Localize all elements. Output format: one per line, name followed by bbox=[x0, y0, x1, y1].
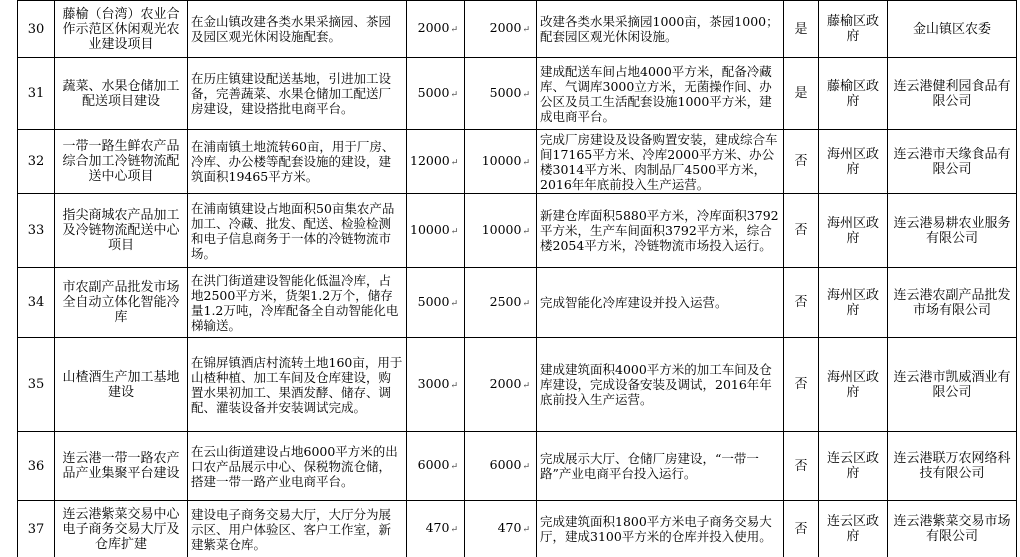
owner-cell bbox=[888, 58, 1017, 130]
row-number-text: 30 bbox=[27, 21, 45, 37]
annual-investment-cell-text: 10000 bbox=[481, 152, 522, 168]
construction-content-cell-text: 建设电子商务交易大厅，大厅分为展示区、用户体验区、客户工作室，新建紫菜仓库。 bbox=[191, 506, 392, 552]
project-name-cell bbox=[55, 432, 188, 501]
area-cell-text: 海州区政府 bbox=[826, 287, 879, 318]
total-investment-cell-text: 6000 bbox=[417, 457, 450, 472]
construction-content-cell bbox=[188, 268, 407, 338]
total-investment-cell bbox=[407, 194, 465, 268]
area-cell bbox=[819, 268, 888, 338]
area-cell bbox=[819, 194, 888, 268]
area-cell bbox=[819, 58, 888, 130]
row-number bbox=[18, 432, 55, 501]
table-row bbox=[18, 501, 1017, 557]
row-number bbox=[18, 1, 55, 58]
annual-goal-cell bbox=[537, 432, 784, 501]
total-investment-cell bbox=[407, 1, 465, 58]
table-row bbox=[18, 58, 1017, 130]
owner-cell-text: 连云港紫菜交易市场有限公司 bbox=[893, 514, 1011, 544]
annual-investment-cell-text: 2500 bbox=[489, 293, 522, 309]
project-name-cell-text: 市农副产品批发市场全自动立体化智能冷库 bbox=[62, 280, 180, 325]
owner-cell bbox=[888, 1, 1017, 58]
table-row bbox=[18, 194, 1017, 268]
construction-content-cell bbox=[188, 432, 407, 501]
flag-cell-text: 否 bbox=[794, 223, 808, 238]
annual-goal-cell-text: 完成智能化冷库建设并投入运营。 bbox=[540, 295, 728, 310]
table-row bbox=[18, 1, 1017, 58]
total-investment-cell-text: 2000 bbox=[417, 20, 450, 35]
annual-goal-cell-text: 改建各类水果采摘园1000亩，茶园1000；配套园区观光休闲设施。 bbox=[540, 14, 779, 44]
total-investment-cell bbox=[407, 338, 465, 432]
annual-investment-cell-text: 2000 bbox=[489, 375, 522, 391]
project-name-cell bbox=[55, 58, 188, 130]
paragraph-mark-icon: ↵ bbox=[450, 157, 459, 168]
row-number bbox=[18, 501, 55, 557]
owner-cell-text: 连云港健利园食品有限公司 bbox=[893, 78, 1011, 109]
owner-cell-text: 金山镇区农委 bbox=[912, 21, 991, 37]
row-number-text: 36 bbox=[27, 458, 45, 474]
row-number-text: 33 bbox=[27, 223, 45, 238]
annual-goal-cell-text: 建成配送车间占地4000平方米，配备冷藏库、气调库3000立方米，无菌操作间、办公区及员工生活配套设施1000平方米，建成电商平台。 bbox=[540, 63, 772, 124]
owner-cell-text: 连云港联万农网络科技有限公司 bbox=[893, 451, 1011, 481]
row-number bbox=[18, 58, 55, 130]
total-investment-cell-text: 12000 bbox=[410, 152, 450, 168]
paragraph-mark-icon: ↵ bbox=[522, 226, 530, 237]
paragraph-mark-icon: ↵ bbox=[450, 380, 458, 391]
paragraph-mark-icon: ↵ bbox=[450, 298, 458, 309]
project-name-cell bbox=[55, 130, 188, 194]
project-name-cell-text: 一带一路生鲜农产品综合加工冷链物流配送中心项目 bbox=[62, 139, 180, 184]
paragraph-mark-icon: ↵ bbox=[450, 462, 458, 472]
construction-content-cell-text: 在锦屏镇酒店村流转土地160亩，用于山楂种植、加工车间及仓库建设，购置水果初加工、果酒发酵、储存、调配、灌装设备并安装调试完成。 bbox=[191, 354, 403, 415]
annual-goal-cell-text: 完成展示大厅、仓储厂房建设，“一带一路”产业电商平台投入运行。 bbox=[540, 451, 759, 481]
flag-cell bbox=[784, 1, 819, 58]
annual-goal-cell bbox=[537, 58, 784, 130]
row-number-text: 35 bbox=[27, 377, 45, 392]
annual-investment-cell-text: 6000 bbox=[489, 457, 522, 472]
annual-investment-cell bbox=[465, 58, 537, 130]
construction-content-cell-text: 在洪门街道建设智能化低温冷库，占地2500平方米，货架1.2万个，储存量1.2万吨，冷库配备全自动智能化电梯输送。 bbox=[191, 272, 399, 333]
paragraph-mark-icon: ↵ bbox=[522, 25, 530, 35]
area-cell-text: 藤榆区政府 bbox=[826, 78, 879, 109]
construction-content-cell bbox=[188, 338, 407, 432]
flag-cell bbox=[784, 130, 819, 194]
annual-investment-cell-text: 2000 bbox=[489, 20, 522, 35]
annual-goal-cell-text: 完成建筑面积1800平方米电子商务交易大厅，建成3100平方米的仓库并投入使用。 bbox=[540, 514, 772, 544]
flag-cell-text: 是 bbox=[794, 86, 808, 101]
paragraph-mark-icon: ↵ bbox=[522, 525, 530, 535]
flag-cell bbox=[784, 194, 819, 268]
table-row bbox=[18, 130, 1017, 194]
flag-cell bbox=[784, 338, 819, 432]
construction-content-cell-text: 在历庄镇建设配送基地，引进加工设备，完善蔬菜、水果仓储加工配送厂房建设，建设搭批电商平台。 bbox=[191, 71, 392, 116]
paragraph-mark-icon: ↵ bbox=[450, 226, 459, 237]
owner-cell-text: 连云港易耕农业服务有限公司 bbox=[893, 215, 1011, 246]
project-name-cell-text: 连云港紫菜交易中心电子商务交易大厅及仓库扩建 bbox=[62, 506, 180, 552]
flag-cell-text: 否 bbox=[794, 458, 808, 474]
area-cell-text: 藤榆区政府 bbox=[826, 14, 879, 44]
flag-cell bbox=[784, 268, 819, 338]
annual-goal-cell bbox=[537, 194, 784, 268]
annual-investment-cell bbox=[465, 432, 537, 501]
annual-goal-cell-text: 完成厂房建设及设备购置安装，建成综合车间17165平方米、冷库2000平方米、办公楼3014平方米、肉制品厂4500平方米，2016年年底前投入生产运营。 bbox=[540, 131, 778, 192]
annual-investment-cell-text: 5000 bbox=[489, 84, 522, 100]
construction-content-cell-text: 在浦南镇土地流转60亩，用于厂房、冷库、办公楼等配套设施的建设，建筑面积19465平方米。 bbox=[191, 139, 395, 184]
project-name-cell bbox=[55, 194, 188, 268]
area-cell-text: 连云区政府 bbox=[826, 514, 879, 544]
paragraph-mark-icon: ↵ bbox=[522, 462, 530, 472]
paragraph-mark-icon: ↵ bbox=[522, 157, 530, 168]
area-cell bbox=[819, 1, 888, 58]
owner-cell-text: 连云港市凯威酒业有限公司 bbox=[893, 369, 1011, 400]
total-investment-cell-text: 3000 bbox=[417, 375, 450, 391]
area-cell-text: 海州区政府 bbox=[826, 369, 879, 400]
total-investment-cell bbox=[407, 432, 465, 501]
annual-goal-cell bbox=[537, 130, 784, 194]
owner-cell-text: 连云港农副产品批发市场有限公司 bbox=[893, 287, 1011, 318]
paragraph-mark-icon: ↵ bbox=[522, 380, 530, 391]
row-number-text: 34 bbox=[27, 295, 45, 310]
area-cell bbox=[819, 501, 888, 557]
project-name-cell-text: 指尖商城农产品加工及冷链物流配送中心项目 bbox=[62, 208, 180, 253]
annual-investment-cell bbox=[465, 268, 537, 338]
owner-cell bbox=[888, 338, 1017, 432]
row-number bbox=[18, 130, 55, 194]
annual-goal-cell bbox=[537, 268, 784, 338]
project-name-cell-text: 连云港一带一路农产品产业集聚平台建设 bbox=[62, 451, 180, 481]
annual-investment-cell-text: 470 bbox=[497, 520, 522, 535]
project-name-cell bbox=[55, 1, 188, 58]
flag-cell bbox=[784, 501, 819, 557]
annual-investment-cell bbox=[465, 194, 537, 268]
owner-cell-text: 连云港市天缘食品有限公司 bbox=[893, 146, 1011, 177]
paragraph-mark-icon: ↵ bbox=[450, 525, 458, 535]
annual-investment-cell bbox=[465, 1, 537, 58]
total-investment-cell-text: 5000 bbox=[417, 293, 450, 309]
project-name-cell-text: 蔬菜、水果仓储加工配送项目建设 bbox=[62, 78, 180, 109]
annual-goal-cell bbox=[537, 1, 784, 58]
flag-cell bbox=[784, 58, 819, 130]
total-investment-cell-text: 5000 bbox=[417, 84, 450, 100]
row-number-text: 31 bbox=[27, 86, 45, 101]
area-cell-text: 连云区政府 bbox=[826, 451, 879, 481]
construction-content-cell bbox=[188, 194, 407, 268]
owner-cell bbox=[888, 432, 1017, 501]
annual-goal-cell-text: 新建仓库面积5880平方米，冷库面积3792平方米，生产车间面积3792平方米，综合楼2054平方米，冷链物流市场投入运行。 bbox=[540, 208, 779, 253]
total-investment-cell-text: 10000 bbox=[410, 221, 450, 237]
row-number bbox=[18, 268, 55, 338]
flag-cell-text: 否 bbox=[794, 154, 808, 169]
area-cell-text: 海州区政府 bbox=[826, 146, 879, 177]
paragraph-mark-icon: ↵ bbox=[450, 89, 458, 100]
construction-content-cell bbox=[188, 1, 407, 58]
paragraph-mark-icon: ↵ bbox=[450, 25, 458, 35]
row-number bbox=[18, 194, 55, 268]
annual-investment-cell bbox=[465, 130, 537, 194]
table-body bbox=[18, 1, 1017, 557]
project-name-cell-text: 藤榆（台湾）农业合作示范区休闲观光农业建设项目 bbox=[62, 6, 180, 52]
area-cell-text: 海州区政府 bbox=[826, 215, 879, 246]
row-number-text: 37 bbox=[27, 521, 45, 537]
construction-content-cell bbox=[188, 501, 407, 557]
row-number-text: 32 bbox=[27, 154, 45, 169]
construction-content-cell bbox=[188, 58, 407, 130]
project-name-cell bbox=[55, 501, 188, 557]
annual-goal-cell bbox=[537, 338, 784, 432]
construction-content-cell bbox=[188, 130, 407, 194]
flag-cell-text: 否 bbox=[794, 377, 808, 392]
owner-cell bbox=[888, 194, 1017, 268]
table-row bbox=[18, 338, 1017, 432]
flag-cell-text: 否 bbox=[794, 295, 808, 310]
table-row bbox=[18, 268, 1017, 338]
construction-content-cell-text: 在云山街道建设占地6000平方米的出口农产品展示中心、保税物流仓储，搭建一带一路产业电商平台。 bbox=[191, 443, 398, 489]
construction-content-cell-text: 在浦南镇建设占地面积50亩集农产品加工、冷藏、批发、配送、检验检测和电子信息商务于一体的冷链物流市场。 bbox=[191, 200, 395, 261]
total-investment-cell bbox=[407, 501, 465, 557]
annual-investment-cell bbox=[465, 501, 537, 557]
annual-goal-cell-text: 建成建筑面积4000平方米的加工车间及仓库建设，完成设备安装及调试，2016年年底前投入生产运营。 bbox=[540, 362, 772, 407]
project-name-cell bbox=[55, 268, 188, 338]
total-investment-cell bbox=[407, 268, 465, 338]
annual-goal-cell bbox=[537, 501, 784, 557]
row-number bbox=[18, 338, 55, 432]
total-investment-cell bbox=[407, 58, 465, 130]
paragraph-mark-icon: ↵ bbox=[522, 298, 530, 309]
paragraph-mark-icon: ↵ bbox=[522, 89, 530, 100]
flag-cell bbox=[784, 432, 819, 501]
total-investment-cell-text: 470 bbox=[425, 520, 450, 535]
area-cell bbox=[819, 432, 888, 501]
construction-content-cell-text: 在金山镇改建各类水果采摘园、茶园及园区观光休闲设施配套。 bbox=[191, 14, 392, 44]
table-row bbox=[18, 432, 1017, 501]
flag-cell-text: 是 bbox=[794, 21, 808, 37]
annual-investment-cell bbox=[465, 338, 537, 432]
annual-investment-cell-text: 10000 bbox=[481, 221, 522, 237]
area-cell bbox=[819, 130, 888, 194]
total-investment-cell bbox=[407, 130, 465, 194]
project-table bbox=[17, 0, 1017, 557]
owner-cell bbox=[888, 501, 1017, 557]
project-name-cell bbox=[55, 338, 188, 432]
owner-cell bbox=[888, 130, 1017, 194]
flag-cell-text: 否 bbox=[794, 521, 808, 537]
owner-cell bbox=[888, 268, 1017, 338]
area-cell bbox=[819, 338, 888, 432]
project-name-cell-text: 山楂酒生产加工基地建设 bbox=[62, 369, 180, 400]
